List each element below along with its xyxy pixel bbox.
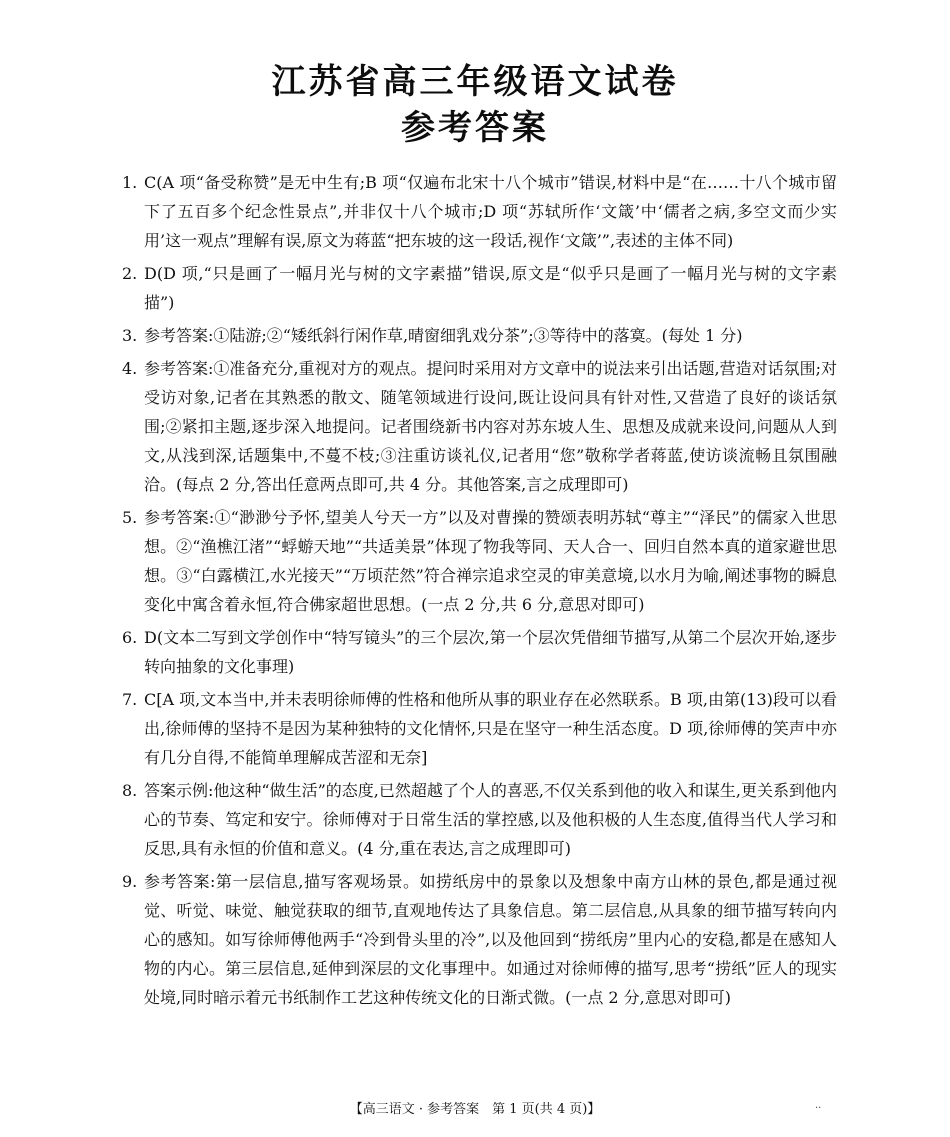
- corner-mark: ..: [815, 1100, 822, 1111]
- answer-number: 1.: [122, 173, 138, 192]
- answer-text: 参考答案:①“渺渺兮予怀,望美人兮天一方”以及对曹操的赞颂表明苏轼“尊主”“泽民”的儒家入世思想。②“渔樵江渚”“蜉蝣天地”“共适美景”体现了物我等同、天人合一、回归自然本真的道家避世思想。③“白露横江,水光接天”“万顷茫然”符合禅宗追求空灵的审美意境,以水月为喻,阐述事物的瞬息变化中寓含着永恒,符合佛家超世思想。(一点 2 分,共 6 分,意思对即可): [144, 508, 837, 614]
- answer-text: 参考答案:第一层信息,描写客观场景。如捞纸房中的景象以及想象中南方山林的景色,都是通过视觉、听觉、味觉、触觉获取的细节,直观地传达了具象信息。第二层信息,从具象的细节描写转向内心的感知。如写徐师傅他两手“冷到骨头里的冷”,以及他回到“捞纸房”里内心的安稳,都是在感知人物的内心。第三层信息,延伸到深层的文化事理中。如通过对徐师傅的描写,思考“捞纸”匠人的现实处境,同时暗示着元书纸制作工艺这种传统文化的日渐式微。(一点 2 分,意思对即可): [144, 872, 837, 1007]
- answer-text: D(D 项,“只是画了一幅月光与树的文字素描”错误,原文是“似乎只是画了一幅月光与树的文字素描”): [144, 264, 837, 312]
- answer-text: 答案示例:他这种“做生活”的态度,已然超越了个人的喜恶,不仅关系到他的收入和谋生,更关系到他内心的节奏、笃定和安宁。徐师傅对于日常生活的掌控感,以及他积极的人生态度,值得当代人学习和反思,具有永恒的价值和意义。(4 分,重在表达,言之成理即可): [144, 781, 838, 858]
- answer-list: [122, 168, 837, 1016]
- answer-text: 参考答案:①准备充分,重视对方的观点。提问时采用对方文章中的说法来引出话题,营造对话氛围;对受访对象,记者在其熟悉的散文、随笔领域进行设问,既让设问具有针对性,又营造了良好的谈话氛围;②紧扣主题,逐步深入地提问。记者围绕新书内容对苏东坡人生、思想及成就来设问,问题从人到文,从浅到深,话题集中,不蔓不枝;③注重访谈礼仪,记者用“您”敬称学者蒋蓝,使访谈流畅且氛围融洽。(每点 2 分,答出任意两点即可,共 4 分。其他答案,言之成理即可): [144, 359, 837, 494]
- answer-number: 4.: [122, 359, 138, 378]
- answer-number: 8.: [122, 781, 138, 800]
- answer-text: C(A 项“备受称赞”是无中生有;B 项“仅遍布北宋十八个城市”错误,材料中是“在……十八个城市留下了五百多个纪念性景点”,并非仅十八个城市;D 项“苏轼所作‘文箴’中‘儒者之病,多空文而少实用’这一观点”理解有误,原文为蒋蓝“把东坡的这一段话,视作‘文箴’”,表述的主体不同): [144, 173, 837, 250]
- answer-item: [122, 685, 837, 772]
- document-subtitle: 参考答案: [401, 108, 549, 148]
- answer-text: D(文本二写到文学创作中“特写镜头”的三个层次,第一个层次凭借细节描写,从第二个层次开始,逐步转向抽象的文化事理): [144, 628, 837, 676]
- page-footer: 【高三语文 · 参考答案 第 1 页(共 4 页)】: [349, 1102, 601, 1117]
- answer-number: 5.: [122, 508, 138, 527]
- answer-number: 9.: [122, 872, 138, 891]
- answer-text: C[A 项,文本当中,并未表明徐师傅的性格和他所从事的职业存在必然联系。B 项,由第(13)段可以看出,徐师傅的坚持不是因为某种独特的文化情怀,只是在坚守一种生活态度。D 项,徐师傅的笑声中亦有几分自得,不能简单理解成苦涩和无奈]: [144, 690, 837, 767]
- answer-item: [122, 867, 837, 1012]
- answer-number: 3.: [122, 326, 138, 345]
- answer-item: [122, 503, 837, 619]
- answer-item: [122, 259, 837, 317]
- answer-item: [122, 321, 837, 350]
- document-title: 江苏省高三年级语文试卷: [271, 62, 679, 102]
- answer-number: 6.: [122, 628, 138, 647]
- answer-text: 参考答案:①陆游;②“矮纸斜行闲作草,晴窗细乳戏分茶”;③等待中的落寞。(每处 1 分): [144, 326, 743, 345]
- answer-number: 7.: [122, 690, 138, 709]
- answer-item: [122, 776, 837, 863]
- answer-item: [122, 354, 837, 499]
- answer-number: 2.: [122, 264, 138, 283]
- answer-item: [122, 168, 837, 255]
- answer-item: [122, 623, 837, 681]
